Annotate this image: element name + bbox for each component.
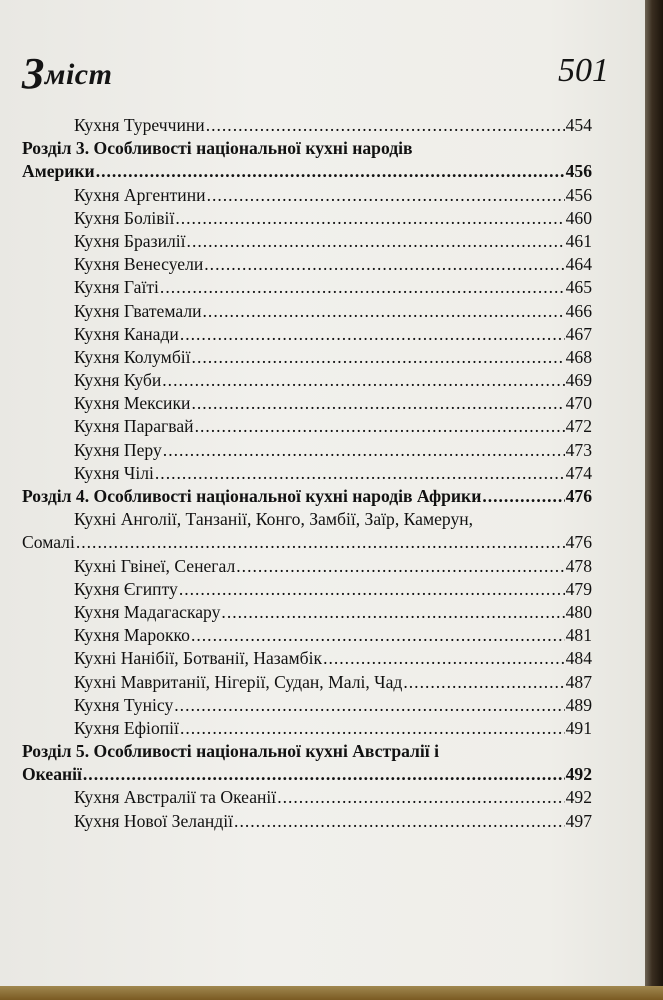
toc-label: Розділ 4. Особливості національної кухні народів Африки	[22, 486, 482, 506]
toc-section-row	[22, 160, 592, 183]
toc-entry-row	[22, 531, 592, 554]
toc-page-number: 467	[565, 323, 592, 344]
toc-page-number: 474	[565, 462, 592, 483]
toc-leader-dots	[187, 230, 565, 253]
toc-label: Кухня Туреччини	[74, 115, 205, 135]
toc-leader-dots	[96, 160, 565, 183]
toc-label: Кухня Аргентини	[74, 184, 206, 205]
toc-section-row	[22, 485, 592, 508]
toc-page-number: 466	[565, 300, 592, 321]
toc-label: Кухня Мексики	[74, 393, 191, 414]
toc-leader-dots	[323, 647, 565, 670]
toc-entry-row	[22, 300, 592, 323]
page-number: 501	[558, 52, 609, 89]
toc-label: Америки	[22, 161, 95, 182]
toc-leader-dots	[192, 346, 565, 369]
toc-page-number: 465	[565, 277, 592, 298]
toc-leader-dots	[204, 253, 564, 276]
toc-label: Сомалі	[22, 532, 75, 553]
toc-entry-row	[22, 786, 592, 809]
toc-label: Кухні Гвінеї, Сенегал	[74, 555, 236, 576]
toc-leader-dots	[403, 671, 564, 694]
toc-entry-row	[22, 601, 592, 624]
toc-entry-row	[22, 114, 592, 137]
toc-leader-dots	[180, 323, 565, 346]
toc-label: Кухня Гаїті	[74, 277, 159, 298]
toc-page-number: 454	[565, 115, 592, 135]
toc-page-number: 470	[565, 393, 592, 414]
toc-entry-row	[22, 462, 592, 485]
toc-leader-dots	[234, 810, 565, 833]
toc-entry-row	[22, 508, 592, 531]
toc-page-number: 491	[565, 717, 592, 738]
toc-entry-row	[22, 415, 592, 438]
toc-label: Кухня Парагвай	[74, 416, 194, 437]
toc-label: Кухня Чілі	[74, 462, 154, 483]
toc-label: Розділ 3. Особливості національної кухні народів	[22, 138, 413, 159]
toc-label: Кухня Тунісу	[74, 694, 174, 715]
toc-page-number: 461	[565, 230, 592, 251]
toc-label: Кухні Анголії, Танзанії, Конго, Замбії, Заїр, Камерун,	[74, 509, 474, 530]
toc-entry-row	[22, 555, 592, 578]
toc-page-number: 464	[565, 254, 592, 275]
toc-leader-dots	[180, 717, 565, 740]
toc-entry-row	[22, 323, 592, 346]
toc-page-number: 476	[565, 486, 592, 506]
toc-entry-row	[22, 717, 592, 740]
toc-label: Кухня Канади	[74, 323, 179, 344]
toc-label: Кухня Перу	[74, 439, 162, 460]
toc-leader-dots	[191, 392, 564, 415]
toc-label: Кухні Нанібії, Ботванії, Назамбік	[74, 648, 323, 669]
toc-page-number: 456	[565, 161, 592, 182]
toc-page-number: 472	[565, 416, 592, 437]
toc-section-row	[22, 137, 592, 160]
toc-page-number: 481	[565, 625, 592, 646]
toc-leader-dots	[203, 300, 565, 323]
toc-label: Кухня Куби	[74, 370, 162, 391]
toc-label: Кухні Мавританії, Нігерії, Судан, Малі, Чад	[74, 671, 403, 692]
toc-page-number: 497	[565, 810, 592, 831]
toc-entry-row	[22, 207, 592, 230]
toc-page-number: 489	[565, 694, 592, 715]
toc-leader-dots	[191, 624, 565, 647]
toc-label: Океанії	[22, 764, 82, 785]
toc-label: Кухня Марокко	[74, 625, 190, 646]
toc-page-number: 469	[565, 370, 592, 391]
toc-leader-dots	[175, 207, 564, 230]
toc-entry-row	[22, 346, 592, 369]
toc-label: Кухня Єгипту	[74, 578, 178, 599]
toc-leader-dots	[76, 531, 565, 554]
page-title	[22, 44, 113, 98]
toc-leader-dots	[221, 601, 564, 624]
toc-entry-row	[22, 578, 592, 601]
page-edge-shadow	[645, 0, 663, 1000]
toc-label: Кухня Австралії та Океанії	[74, 787, 277, 808]
toc-leader-dots	[206, 114, 565, 137]
toc-entry-row	[22, 369, 592, 392]
toc-page-number: 492	[565, 787, 592, 808]
toc-entry-row	[22, 624, 592, 647]
toc-page-number: 476	[565, 532, 592, 553]
toc-section-row	[22, 740, 592, 763]
toc-entry-row	[22, 392, 592, 415]
toc-entry-row	[22, 253, 592, 276]
toc-entry-row	[22, 647, 592, 670]
toc-page-number: 456	[565, 184, 592, 205]
toc-entry-row	[22, 276, 592, 299]
toc-leader-dots	[162, 369, 564, 392]
toc-page-number: 473	[565, 439, 592, 460]
toc-page-number: 478	[565, 555, 592, 576]
book-cover-edge	[0, 986, 663, 1000]
toc-label: Кухня Бразилії	[74, 230, 186, 251]
toc-leader-dots	[83, 763, 565, 786]
toc-leader-dots	[160, 276, 565, 299]
toc-entry-row	[22, 810, 592, 833]
title-rest: міст	[44, 58, 113, 91]
toc-label: Кухня Мадагаскару	[74, 601, 221, 622]
toc-leader-dots	[163, 439, 565, 462]
toc-leader-dots	[207, 184, 565, 207]
toc-leader-dots	[155, 462, 565, 485]
toc-leader-dots	[195, 415, 565, 438]
toc-label: Кухня Нової Зеландії	[74, 810, 234, 831]
toc-page-number: 487	[565, 671, 592, 692]
toc-label: Кухня Венесуели	[74, 254, 204, 275]
toc-label: Кухня Гватемали	[74, 300, 202, 321]
toc-page-number: 468	[565, 346, 592, 367]
toc-leader-dots	[179, 578, 565, 601]
toc-page-number: 484	[565, 648, 592, 669]
toc-entry-row	[22, 694, 592, 717]
toc-page-number: 479	[565, 578, 592, 599]
table-of-contents	[22, 114, 592, 833]
toc-leader-dots	[174, 694, 564, 717]
toc-label: Кухня Колумбії	[74, 346, 191, 367]
toc-label: Кухня Болівії	[74, 207, 175, 228]
title-initial: З	[22, 49, 45, 98]
toc-page-number: 460	[565, 207, 592, 228]
toc-entry-row	[22, 671, 592, 694]
toc-label: Кухня Ефіопії	[74, 717, 179, 738]
toc-entry-row	[22, 439, 592, 462]
toc-section-row	[22, 763, 592, 786]
toc-page-number: 492	[565, 764, 592, 785]
toc-leader-dots	[236, 555, 564, 578]
toc-entry-row	[22, 184, 592, 207]
toc-leader-dots	[482, 485, 564, 508]
toc-leader-dots	[277, 786, 564, 809]
toc-page-number: 480	[565, 601, 592, 622]
toc-label: Розділ 5. Особливості національної кухні Австралії і	[22, 741, 439, 762]
toc-entry-row	[22, 230, 592, 253]
